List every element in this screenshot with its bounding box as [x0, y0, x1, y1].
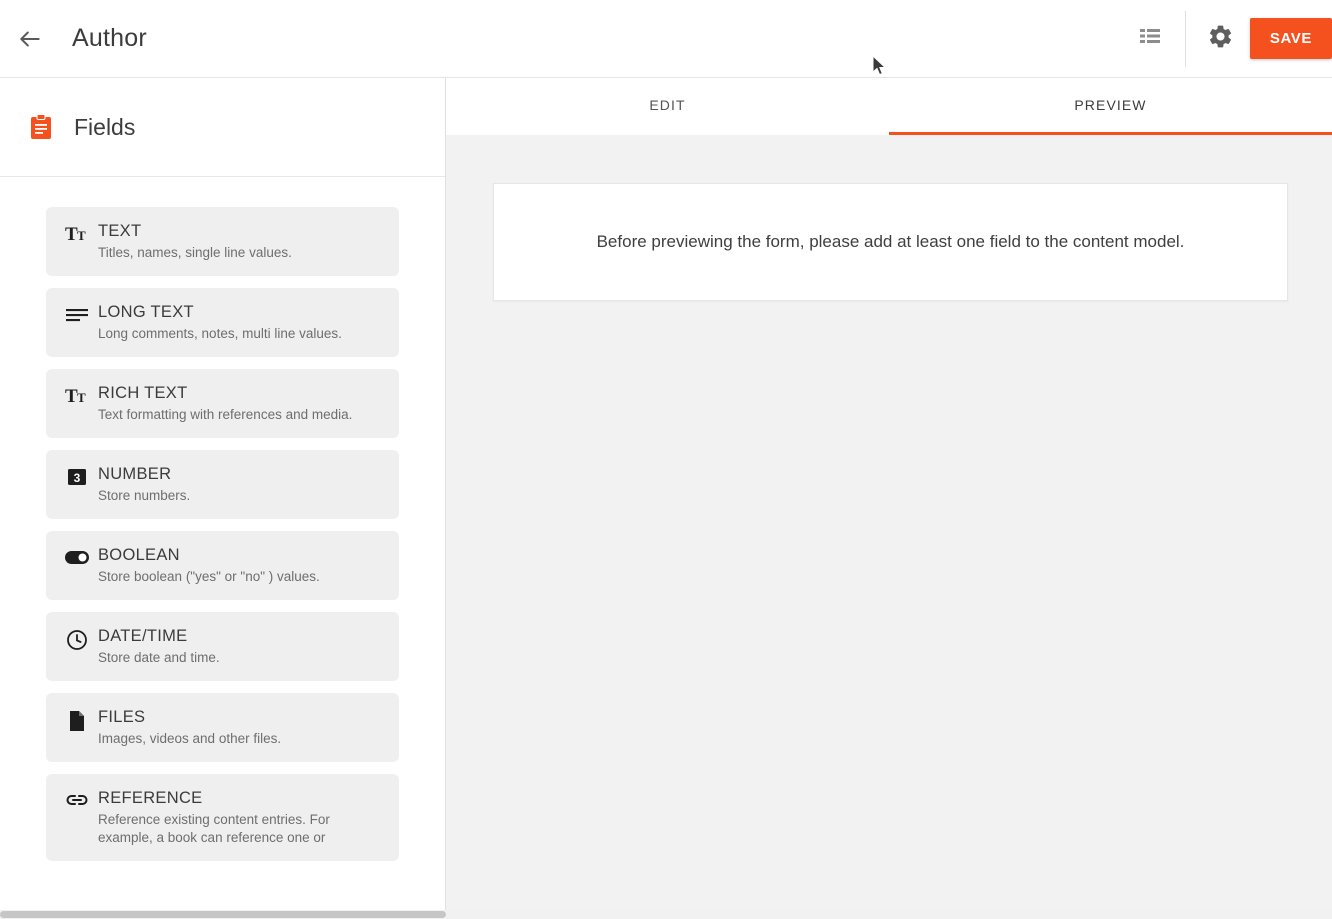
field-type-name: RICH TEXT [98, 384, 188, 402]
rich-text-icon [60, 383, 94, 406]
field-type-list [0, 177, 445, 861]
field-type-name: LONG TEXT [98, 303, 194, 321]
field-type-desc: Reference existing content entries. For example, a book can reference one or [98, 812, 330, 845]
field-type-reference-content [98, 788, 370, 847]
link-icon [60, 788, 94, 809]
field-type-name: DATE/TIME [98, 627, 188, 645]
arrow-left-icon [17, 26, 43, 52]
fields-panel [0, 78, 446, 919]
field-type-text-content [98, 221, 292, 262]
field-type-datetime-content [98, 626, 220, 667]
editor-tabs [446, 78, 1332, 135]
field-type-text[interactable] [46, 207, 399, 276]
page-title: Author [72, 24, 147, 52]
top-app-bar [0, 0, 1332, 78]
toggle-icon [60, 545, 94, 566]
field-type-name: BOOLEAN [98, 546, 180, 564]
editor-preview-panel [446, 78, 1332, 919]
field-type-desc: Long comments, notes, multi line values. [98, 326, 342, 341]
list-view-icon [1138, 24, 1162, 53]
save-button[interactable]: SAVE [1250, 18, 1332, 59]
field-type-reference[interactable] [46, 774, 399, 861]
field-type-boolean-content [98, 545, 320, 586]
preview-empty-card [493, 183, 1288, 301]
settings-button[interactable] [1198, 16, 1244, 62]
field-type-datetime[interactable] [46, 612, 399, 681]
number-icon [60, 464, 94, 487]
list-view-button[interactable] [1127, 16, 1173, 62]
field-type-desc: Text formatting with references and media. [98, 407, 353, 422]
horizontal-scrollbar-thumb[interactable] [0, 911, 446, 918]
field-type-long-text[interactable] [46, 288, 399, 357]
long-text-icon [60, 302, 94, 325]
svg-text:T: T [77, 390, 86, 405]
fields-panel-header [0, 78, 445, 177]
field-type-number-content [98, 464, 190, 505]
field-type-number[interactable] [46, 450, 399, 519]
svg-text:3: 3 [73, 471, 81, 485]
svg-text:T: T [65, 386, 78, 406]
field-type-desc: Store date and time. [98, 650, 220, 665]
tab-edit[interactable]: EDIT [649, 97, 686, 113]
file-icon [60, 707, 94, 732]
svg-text:T: T [77, 228, 86, 243]
field-type-files[interactable] [46, 693, 399, 762]
toolbar-divider [1185, 11, 1186, 67]
field-type-name: FILES [98, 708, 146, 726]
field-type-desc: Store numbers. [98, 488, 191, 503]
field-type-rich-text-content [98, 383, 352, 424]
fields-panel-title: Fields [74, 113, 136, 140]
tab-preview[interactable]: PREVIEW [889, 78, 1332, 135]
preview-empty-message: Before previewing the form, please add at least one field to the content model. [596, 232, 1185, 251]
back-button[interactable] [6, 15, 54, 63]
field-type-desc: Images, videos and other files. [98, 731, 282, 746]
gear-icon [1207, 23, 1234, 55]
field-type-name: NUMBER [98, 465, 172, 483]
svg-text:T: T [65, 224, 78, 244]
field-type-long-text-content [98, 302, 342, 343]
horizontal-scrollbar-track[interactable] [0, 910, 1332, 919]
clock-icon [60, 626, 94, 651]
field-type-name: TEXT [98, 222, 142, 240]
field-type-desc: Store boolean ("yes" or "no" ) values. [98, 569, 320, 584]
field-type-boolean[interactable] [46, 531, 399, 600]
text-icon [60, 221, 94, 244]
field-type-rich-text[interactable] [46, 369, 399, 438]
field-type-files-content [98, 707, 281, 748]
clipboard-icon [28, 112, 54, 142]
field-type-desc: Titles, names, single line values. [98, 245, 292, 260]
field-type-name: REFERENCE [98, 789, 203, 807]
